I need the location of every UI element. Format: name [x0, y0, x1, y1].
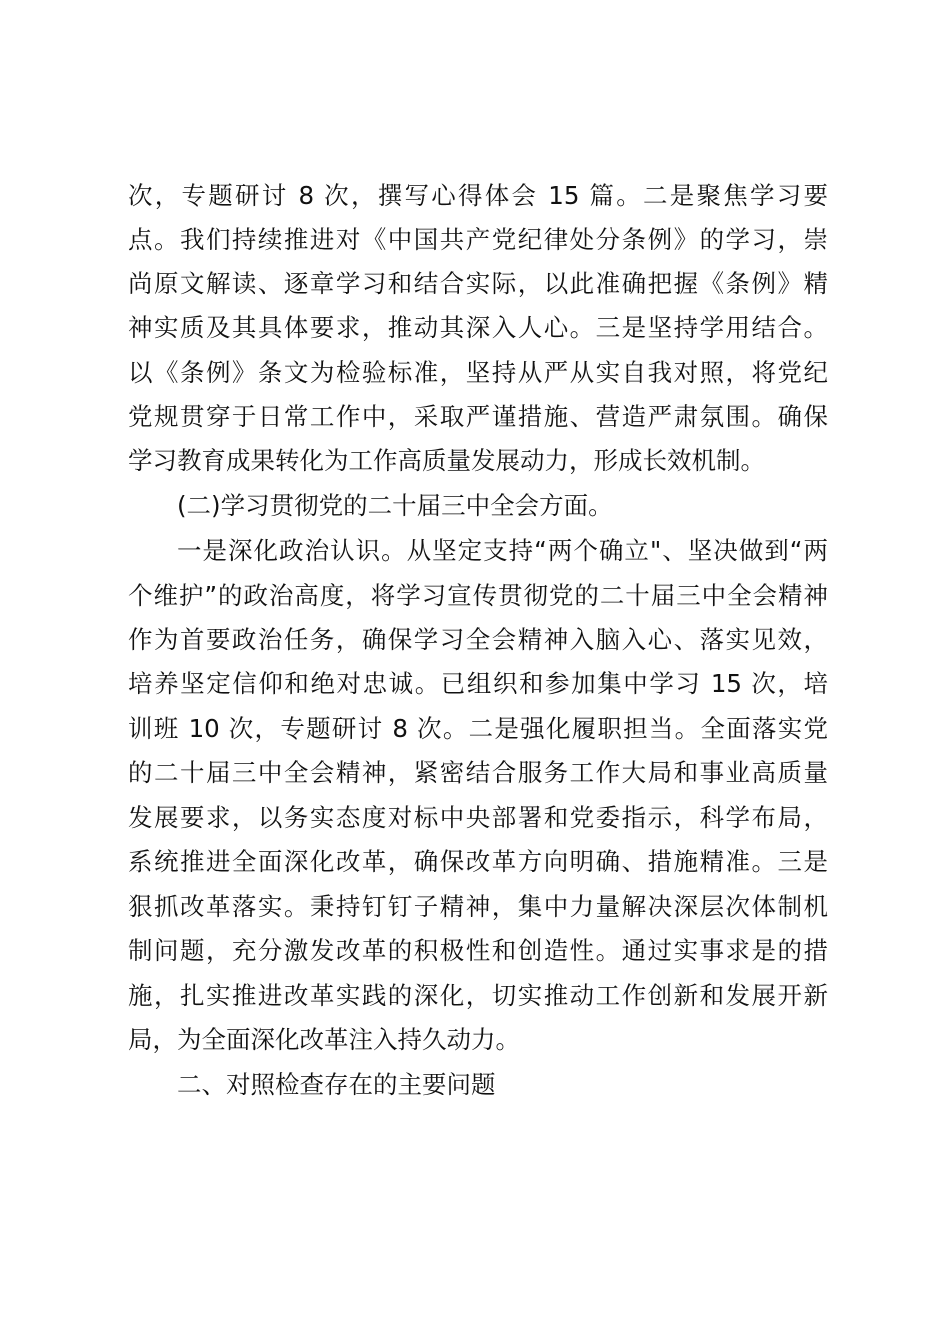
paragraph-line: 狠抓改革落实。秉持钉钉子精神，集中力量解决深层次体制机	[128, 892, 828, 921]
paragraph-line: 神实质及其具体要求，推动其深入人心。三是坚持学用结合。	[128, 313, 828, 342]
paragraph-line: 发展要求，以务实态度对标中央部署和党委指示，科学布局，	[128, 803, 828, 832]
paragraph-line: 一是深化政治认识。从坚定支持“两个确立"、坚决做到“两	[177, 536, 828, 565]
paragraph-line: 尚原文解读、逐章学习和结合实际，以此准确把握《条例》精	[128, 269, 828, 298]
paragraph-line: 训班 10 次，专题研讨 8 次。二是强化履职担当。全面落实党	[128, 714, 828, 743]
paragraph-line: 的二十届三中全会精神，紧密结合服务工作大局和事业高质量	[128, 758, 828, 787]
paragraph-line: 次，专题研讨 8 次，撰写心得体会 15 篇。二是聚焦学习要	[128, 181, 828, 210]
paragraph-line: 个维护”的政治高度，将学习宣传贯彻党的二十届三中全会精神	[128, 581, 828, 610]
paragraph-line: 作为首要政治任务，确保学习全会精神入脑入心、落实见效，	[128, 625, 828, 654]
paragraph-line: 培养坚定信仰和绝对忠诚。已组织和参加集中学习 15 次，培	[128, 669, 828, 698]
paragraph-line: 党规贯穿于日常工作中，采取严谨措施、营造严肃氛围。确保	[128, 402, 828, 431]
paragraph-line: 局，为全面深化改革注入持久动力。	[128, 1025, 520, 1054]
paragraph-line: 以《条例》条文为检验标准，坚持从严从实自我对照，将党纪	[128, 358, 828, 387]
section-heading: (二)学习贯彻党的二十届三中全会方面。	[177, 491, 613, 520]
paragraph-line: 施，扎实推进改革实践的深化，切实推动工作创新和发展开新	[128, 981, 828, 1010]
paragraph-line: 系统推进全面深化改革，确保改革方向明确、措施精准。三是	[128, 847, 828, 876]
paragraph-line: 制问题，充分激发改革的积极性和创造性。通过实事求是的措	[128, 936, 828, 965]
paragraph-line: 学习教育成果转化为工作高质量发展动力，形成长效机制。	[128, 446, 765, 475]
paragraph-line: 点。我们持续推进对《中国共产党纪律处分条例》的学习，崇	[128, 225, 828, 254]
section-heading: 二、对照检查存在的主要问题	[177, 1070, 496, 1099]
